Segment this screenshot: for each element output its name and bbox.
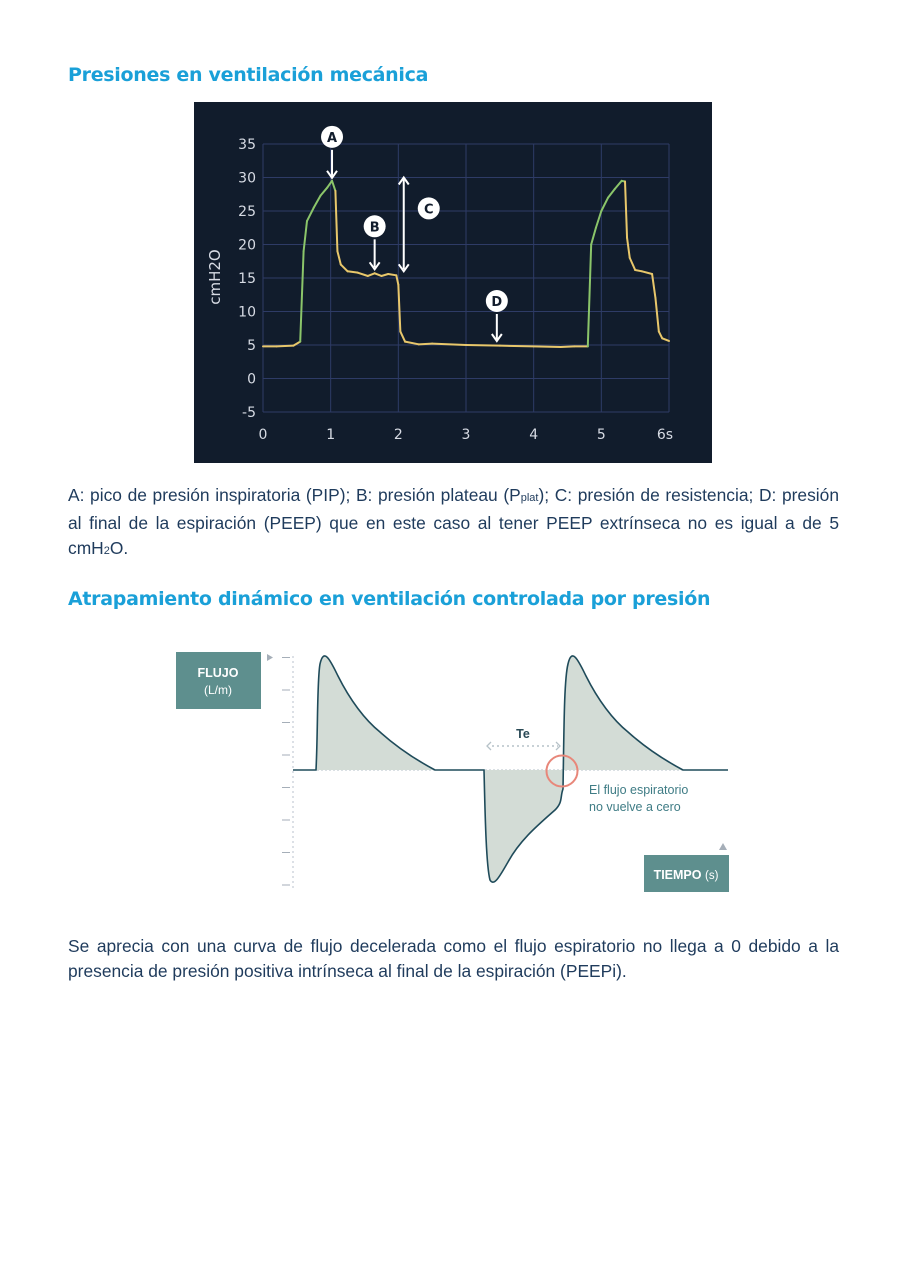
y-tick-label: -5 (242, 405, 256, 421)
y-tick-label: 30 (238, 170, 256, 187)
pressure-chart-svg (194, 102, 712, 463)
section-title-pressures: Presiones en ventilación mecánica (68, 64, 429, 86)
y-axis-ticks (282, 658, 290, 886)
series-segment (348, 271, 358, 272)
annotations (321, 126, 508, 341)
series-segment (625, 182, 627, 238)
caption-part3: O. (109, 538, 129, 558)
series-segment (642, 271, 652, 274)
section-title-dynamic-trapping: Atrapamiento dinámico en ventilación controlada por presión (68, 588, 711, 610)
series-segment (655, 298, 658, 332)
series-segment (314, 196, 321, 208)
caption-two-subscript: 2 (103, 545, 110, 557)
caption-part2: ); C: presión de resistencia; D: presión al final de la espiración (PEEP) que en este caso al tener PEEP extrínseca no es igual a de 5 cmH (68, 485, 839, 558)
x-tick-label: 3 (461, 427, 471, 443)
series-segment (466, 345, 500, 346)
series-segment (332, 181, 335, 191)
series-segment (432, 344, 466, 345)
y-tick-label: 0 (247, 371, 256, 388)
series-segment (337, 251, 340, 264)
inspiration-flow-area-1 (316, 656, 435, 770)
caption-plat-subscript: plat (520, 492, 539, 504)
series-segment (405, 342, 419, 345)
series-segment (388, 274, 396, 275)
y-tick-label: 15 (238, 271, 256, 287)
tiempo-label-group (654, 868, 719, 882)
series-segment (277, 346, 294, 347)
te-left-arrow-icon (487, 742, 491, 750)
x-axis-arrow-icon (719, 843, 727, 850)
y-tick-label: 10 (238, 304, 256, 321)
expiration-flow-area (484, 770, 563, 882)
flujo-label-box (176, 652, 261, 709)
tiempo-label: TIEMPO (653, 868, 702, 882)
x-tick-label: 5 (596, 427, 606, 443)
y-tick-label: 35 (238, 137, 256, 153)
trapping-caption: Se aprecia con una curva de flujo decelerada como el flujo espiratorio no llega a 0 debido a la presencia de presión positiva intrínseca al final de la espiración (PEEPi). (68, 936, 839, 981)
te-label: Te (516, 727, 530, 741)
series-segment (608, 189, 615, 198)
series-segment (307, 208, 314, 221)
annotation-line-2: no vuelve a cero (589, 800, 681, 814)
series-segment (358, 273, 368, 276)
x-tick-labels (259, 427, 674, 443)
series-segment (368, 273, 375, 276)
tiempo-unit: (s) (704, 870, 719, 882)
series-segment (335, 191, 337, 251)
series-segment (588, 245, 591, 347)
series-segment (375, 273, 382, 276)
inspiration-flow-area-2 (563, 656, 683, 770)
pressure-caption (68, 483, 839, 564)
flujo-label: FLUJO (197, 666, 239, 680)
grid (263, 144, 669, 412)
y-axis-arrow-icon (267, 654, 273, 661)
series-segment (635, 270, 642, 271)
y-tick-label: 5 (247, 338, 256, 354)
series-segment (659, 332, 662, 339)
annotation-label: C (423, 202, 434, 218)
series-segment (500, 346, 534, 347)
series-segment (304, 221, 307, 251)
series-segment (534, 346, 561, 347)
flow-chart (170, 640, 740, 900)
series-segment (341, 265, 348, 272)
series-segment (561, 346, 575, 347)
series-segment (400, 332, 405, 342)
x-tick-label: 1 (326, 427, 336, 443)
annotation-line-1: El flujo espiratorio (589, 783, 689, 797)
annotation-label: B (369, 220, 380, 236)
series-segment (601, 198, 608, 211)
y-tick-label: 25 (238, 204, 256, 220)
series-segment (381, 274, 388, 276)
series-segment (627, 238, 630, 258)
series-segment (591, 228, 596, 245)
x-tick-label: 2 (393, 427, 403, 443)
series-segment (630, 258, 635, 270)
y-tick-label: 20 (238, 237, 256, 254)
caption-part1: A: pico de presión inspiratoria (PIP); B: presión plateau (P (68, 485, 521, 505)
pressure-chart (194, 102, 712, 463)
y-axis-label: cmH2O (206, 249, 224, 305)
x-tick-label: 0 (258, 427, 268, 443)
x-tick-label: 4 (529, 427, 539, 443)
flow-chart-svg (170, 640, 740, 900)
annotation-label: A (326, 130, 338, 146)
series-segment (300, 251, 303, 341)
annotation-label: D (491, 295, 503, 310)
series-segment (419, 344, 433, 345)
series-segment (615, 181, 622, 189)
y-tick-labels (238, 137, 256, 421)
flujo-unit: (L/m) (204, 683, 232, 697)
series-segment (662, 338, 669, 341)
series-segment (321, 188, 328, 196)
series-segment (596, 211, 601, 228)
x-tick-label: 6s (656, 427, 674, 443)
